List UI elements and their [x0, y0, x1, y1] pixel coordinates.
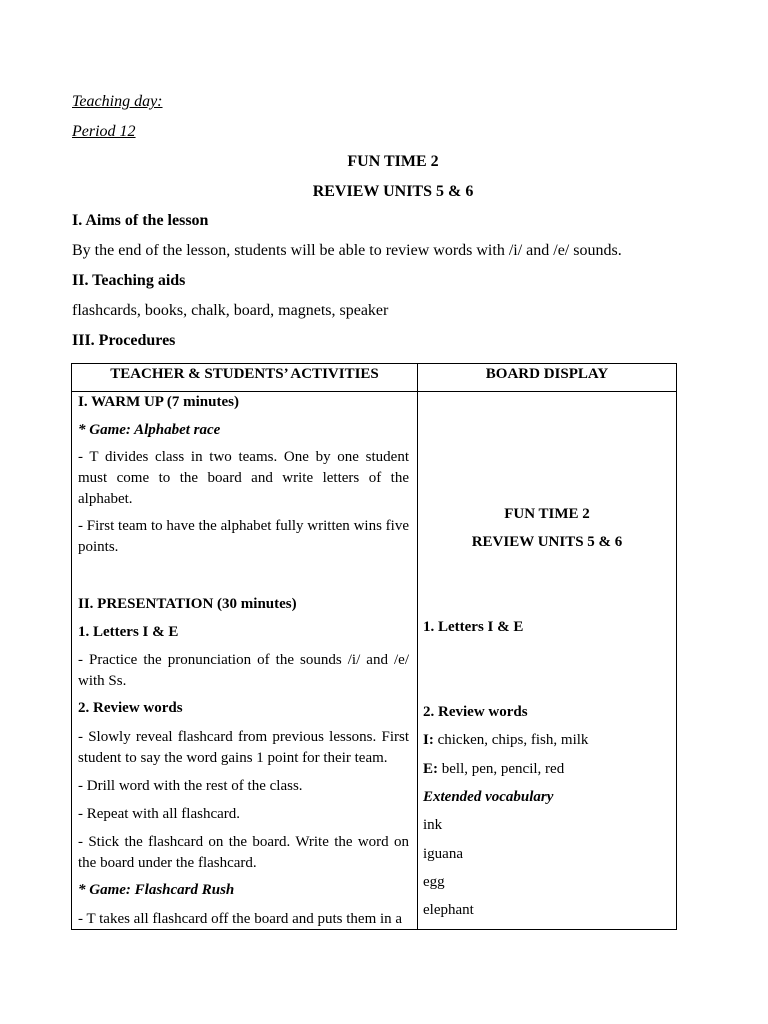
- e-words: bell, pen, pencil, red: [438, 761, 565, 777]
- column-divider: [417, 364, 418, 929]
- warmup-paragraph-1: - T divides class in two teams. One by one student must come to the board and write letters of the alphabet.: [78, 449, 409, 507]
- warmup-heading: I. WARM UP (7 minutes): [78, 394, 239, 410]
- review-paragraph-2: - Drill word with the rest of the class.: [78, 778, 303, 794]
- e-label: E:: [423, 761, 438, 777]
- period-label: Period 12: [72, 123, 136, 140]
- presentation-heading: II. PRESENTATION (30 minutes): [78, 596, 297, 612]
- warmup-paragraph-2: - First team to have the alphabet fully written wins five points.: [78, 518, 409, 555]
- i-label: I:: [423, 732, 434, 748]
- board-extended-vocabulary-heading: Extended vocabulary: [423, 789, 554, 805]
- review-paragraph-4: - Stick the flashcard on the board. Write the word on the board under the flashcard.: [78, 834, 409, 871]
- procedures-heading: III. Procedures: [72, 332, 176, 349]
- lesson-title: FUN TIME 2: [347, 153, 439, 170]
- lesson-subtitle: REVIEW UNITS 5 & 6: [312, 183, 474, 200]
- board-subtitle: REVIEW UNITS 5 & 6: [471, 534, 623, 550]
- game-alphabet-race-title: * Game: Alphabet race: [78, 422, 221, 438]
- aims-heading: I. Aims of the lesson: [72, 212, 209, 229]
- letters-heading: 1. Letters I & E: [78, 624, 179, 640]
- review-paragraph-1: - Slowly reveal flashcard from previous lessons. First student to say the word gains 1 point for their team.: [78, 729, 409, 766]
- aids-text: flashcards, books, chalk, board, magnets, speaker: [72, 302, 389, 319]
- board-vocab-item: ink: [423, 817, 443, 833]
- game-flashcard-rush-title: * Game: Flashcard Rush: [78, 882, 235, 898]
- board-i-words: [423, 730, 673, 751]
- board-e-words: [423, 759, 673, 780]
- column-header-activities: TEACHER & STUDENTS’ ACTIVITIES: [110, 366, 379, 382]
- board-review-words-heading: 2. Review words: [423, 704, 528, 720]
- i-words: chicken, chips, fish, milk: [433, 732, 589, 748]
- letters-paragraph: - Practice the pronunciation of the sounds /i/ and /e/ with Ss.: [78, 652, 409, 689]
- aids-heading: II. Teaching aids: [72, 272, 186, 289]
- board-letters-heading: 1. Letters I & E: [423, 619, 524, 635]
- review-paragraph-3: - Repeat with all flashcard.: [78, 806, 241, 822]
- board-vocab-item: egg: [423, 874, 445, 890]
- board-vocab-item: elephant: [423, 902, 474, 918]
- board-title: FUN TIME 2: [504, 506, 590, 522]
- review-words-heading: 2. Review words: [78, 700, 183, 716]
- column-header-board-display: BOARD DISPLAY: [485, 366, 609, 382]
- aims-text: By the end of the lesson, students will be able to review words with /i/ and /e/ sounds.: [72, 242, 622, 259]
- procedures-table: [71, 363, 677, 930]
- game-flashcard-rush-paragraph: - T takes all flashcard off the board and puts them in a: [78, 911, 403, 927]
- board-vocab-item: iguana: [423, 846, 463, 862]
- teaching-day-label: Teaching day:: [72, 93, 163, 110]
